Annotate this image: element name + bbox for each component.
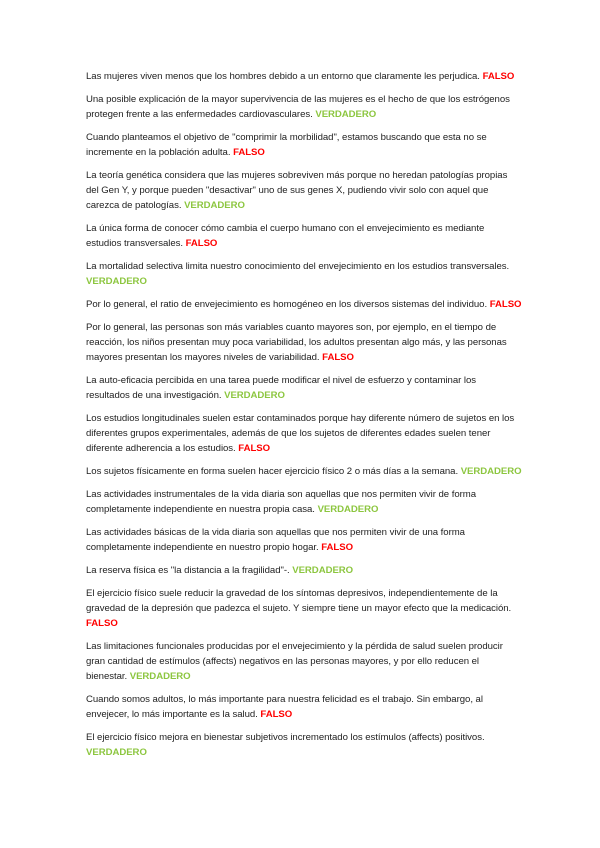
statement-item <box>86 92 522 122</box>
statement-text: Los sujetos físicamente en forma suelen hacer ejercicio físico 2 o más días a la semana. <box>86 466 459 477</box>
answer-true: VERDADERO <box>315 109 377 120</box>
statement-text: Las actividades básicas de la vida diaria son aquellas que nos permiten vivir de una forma completamente independiente en nuestro propio hogar. <box>86 527 465 553</box>
statement-item <box>86 525 522 555</box>
statement-text: La mortalidad selectiva limita nuestro conocimiento del envejecimiento en los estudios transversales. <box>86 261 510 272</box>
statement-item <box>86 563 522 578</box>
statement-item <box>86 130 522 160</box>
answer-false: FALSO <box>86 618 118 629</box>
statement-item <box>86 730 522 760</box>
statement-text: Las mujeres viven menos que los hombres debido a un entorno que claramente les perjudica. <box>86 71 480 82</box>
statement-item <box>86 639 522 684</box>
statement-text: El ejercicio físico suele reducir la gravedad de los síntomas depresivos, independientemente de la gravedad de la depresión que padezca el sujeto. Y siempre tiene un mayor efecto que la medicación. <box>86 588 512 614</box>
answer-true: VERDADERO <box>184 200 245 211</box>
statement-text: Por lo general, el ratio de envejecimiento es homogéneo en los diversos sistemas del individuo. <box>86 299 488 310</box>
answer-false: FALSO <box>322 352 354 363</box>
document-page <box>86 69 522 768</box>
statement-item <box>86 259 522 289</box>
statement-text: Las limitaciones funcionales producidas por el envejecimiento y la pérdida de salud suelen producir gran cantidad de estímulos (affects) negativos en las personas mayores, y por ello reducen el bienestar. <box>86 641 503 682</box>
answer-true: VERDADERO <box>86 747 147 758</box>
statement-item <box>86 69 522 84</box>
statement-item <box>86 464 522 479</box>
answer-true: VERDADERO <box>460 466 522 477</box>
answer-false: FALSO <box>185 238 218 249</box>
statement-item <box>86 692 522 722</box>
statement-item <box>86 586 522 631</box>
statement-text: Los estudios longitudinales suelen estar contaminados porque hay diferente número de sujetos en los diferentes grupos experimentales, además de que los sujetos de diferentes edades suelen tener diferente adherencia a los estudios. <box>86 413 515 454</box>
statement-item <box>86 320 522 365</box>
answer-true: VERDADERO <box>292 565 354 576</box>
statement-text: La teoría genética considera que las mujeres sobreviven más porque no heredan patologías propias del Gen Y, y porque pueden "desactivar" uno de sus genes X, pudiendo vivir solo con aquel que carezca de patologías. <box>86 170 508 211</box>
statement-text: Cuando planteamos el objetivo de "comprimir la morbilidad", estamos buscando que esta no se incremente en la población adulta. <box>86 132 487 158</box>
statement-text: Cuando somos adultos, lo más importante para nuestra felicidad es el trabajo. Sin embargo, al envejecer, lo más importante es la salud. <box>86 694 483 720</box>
statement-item <box>86 373 522 403</box>
statement-text: El ejercicio físico mejora en bienestar subjetivos incrementado los estímulos (affects) positivos. <box>86 732 485 743</box>
answer-false: FALSO <box>482 71 515 82</box>
answer-true: VERDADERO <box>317 504 379 515</box>
answer-true: VERDADERO <box>129 671 191 682</box>
answer-false: FALSO <box>238 443 271 454</box>
statement-item <box>86 168 522 213</box>
statement-text: Las actividades instrumentales de la vida diaria son aquellas que nos permiten vivir de forma completamente independiente en nuestra propia casa. <box>86 489 476 515</box>
statement-text: La única forma de conocer cómo cambia el cuerpo humano con el envejecimiento es mediante estudios transversales. <box>86 223 485 249</box>
statement-text: La auto-eficacia percibida en una tarea puede modificar el nivel de esfuerzo y contaminar los resultados de una investigación. <box>86 375 476 401</box>
statement-item <box>86 487 522 517</box>
statement-item <box>86 411 522 456</box>
answer-true: VERDADERO <box>86 276 147 287</box>
answer-false: FALSO <box>321 542 353 553</box>
statement-text: Por lo general, las personas son más variables cuanto mayores son, por ejemplo, en el tiempo de reacción, los niños presentan muy poca variabilidad, los adultos presentan algo más, y las personas mayores presentan los mayores niveles de variabilidad. <box>86 322 507 363</box>
statement-text: Una posible explicación de la mayor supervivencia de las mujeres es el hecho de que los estrógenos protegen frente a las enfermedades cardiovasculares. <box>86 94 510 120</box>
statement-item <box>86 221 522 251</box>
statement-item <box>86 297 522 312</box>
statement-text: La reserva física es "la distancia a la fragilidad"-. <box>86 565 290 576</box>
answer-true: VERDADERO <box>224 390 285 401</box>
answer-false: FALSO <box>489 299 522 310</box>
answer-false: FALSO <box>233 147 265 158</box>
answer-false: FALSO <box>260 709 293 720</box>
